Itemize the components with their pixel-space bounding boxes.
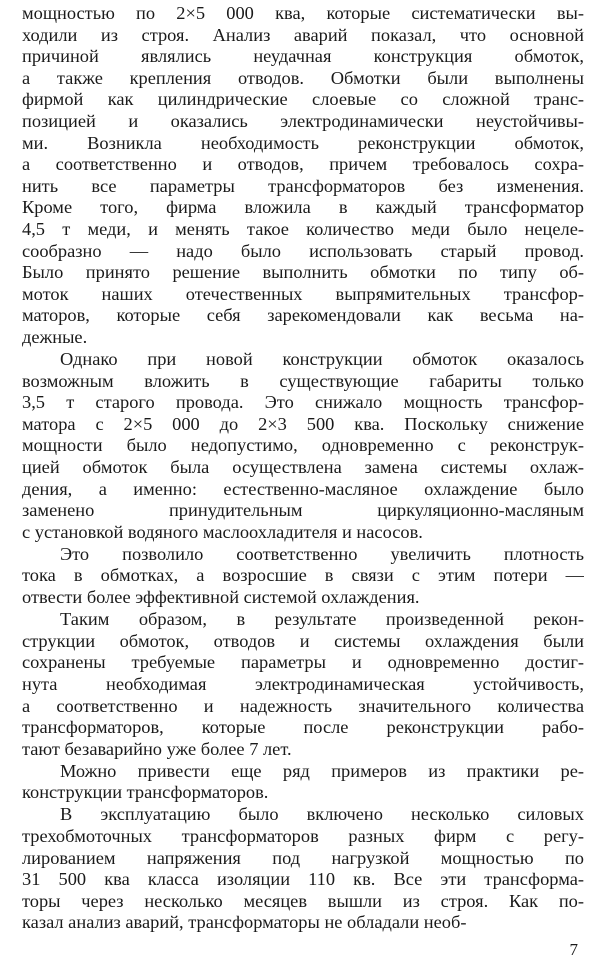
paragraph — [22, 609, 584, 760]
text-line: заменено принудительным циркуляционно-масляным — [22, 500, 584, 521]
text-line: сохранены требуемые параметры и одновременно достиг- — [22, 652, 584, 673]
text-line: а соответственно и надежность значительного количества — [22, 695, 584, 716]
text-line: торы через несколько месяцев вышли из строя. Как по- — [22, 890, 584, 911]
text-line: матора с 2×5 000 до 2×3 500 ква. Поскольку снижение — [22, 413, 584, 434]
text-line: причиной являлись неудачная конструкция обмоток, — [22, 46, 584, 67]
text-line: 4,5 т меди, и менять такое количество меди было нецеле- — [22, 218, 584, 239]
text-line: Однако при новой конструкции обмоток оказалось — [60, 349, 584, 369]
text-line: трансформаторов, которые после реконструкции рабо- — [22, 717, 584, 738]
text-line: Было принято решение выполнить обмотки по типу об- — [22, 262, 584, 283]
paragraph — [22, 804, 584, 934]
text-line: 3,5 т старого провода. Это снижало мощность трансфор- — [22, 392, 584, 413]
text-line: Можно привести еще ряд примеров из практики ре- — [60, 760, 584, 781]
text-line: мощности было недопустимо, одновременно с реконструк- — [22, 435, 584, 456]
text-line: конструкции трансформаторов. — [22, 782, 269, 803]
text-line: Таким образом, в результате произведенной рекон- — [60, 609, 584, 630]
text-line: дежные. — [22, 326, 88, 347]
text-line: с установкой водяного маслоохладителя и насосов. — [22, 521, 423, 542]
text-line: ходили из строя. Анализ аварий показал, что основной — [22, 24, 584, 45]
text-line: трехобмоточных трансформаторов разных фирм с регу- — [22, 826, 584, 847]
text-line: 31 500 ква класса изоляции 110 кв. Все эти трансформа- — [22, 869, 584, 890]
text-line: Кроме того, фирма вложила в каждый трансформатор — [22, 197, 584, 218]
text-line: возможным вложить в существующие габариты только — [22, 370, 584, 391]
book-page — [22, 3, 584, 968]
text-line: тока в обмотках, а возросшие в связи с этим потери — — [22, 565, 584, 586]
text-line: В эксплуатацию было включено несколько силовых — [60, 804, 584, 825]
text-line: цией обмоток была осуществлена замена системы охлаж- — [22, 456, 584, 477]
text-line: а соответственно и отводов, причем требовалось сохра- — [22, 154, 584, 175]
text-line: отвести более эффективной системой охлаждения. — [22, 587, 420, 608]
paragraph — [22, 761, 584, 804]
text-line: лированием напряжения под нагрузкой мощностью по — [22, 847, 584, 868]
text-line: струкции обмоток, отводов и системы охлаждения были — [22, 630, 584, 651]
text-line: нить все параметры трансформаторов без изменения. — [22, 175, 584, 196]
text-line: позицией и оказались электродинамически неустойчивы- — [22, 110, 584, 131]
text-line: дения, а именно: естественно-масляное охлаждение было — [22, 478, 584, 499]
paragraph — [22, 349, 584, 543]
text-line: маторов, которые себя зарекомендовали как весьма на- — [22, 305, 584, 326]
text-line: тают безаварийно уже более 7 лет. — [22, 738, 292, 759]
text-line: фирмой как цилиндрические слоевые со сложной транс- — [22, 89, 584, 110]
paragraph — [22, 544, 584, 609]
body-text — [22, 3, 584, 934]
text-line: мощностью по 2×5 000 ква, которые систематически вы- — [22, 3, 584, 23]
text-line: сообразно — надо было использовать старый провод. — [22, 240, 584, 261]
text-line: ми. Возникла необходимость реконструкции обмоток, — [22, 132, 584, 153]
text-line: моток наших отечественных выпрямительных трансфор- — [22, 283, 584, 304]
text-line: а также крепления отводов. Обмотки были выполнены — [22, 67, 584, 88]
text-line: казал анализ аварий, трансформаторы не обладали необ- — [22, 912, 467, 933]
paragraph — [22, 3, 584, 349]
page-number: 7 — [569, 940, 578, 959]
text-line: Это позволило соответственно увеличить плотность — [60, 543, 584, 564]
text-line: нута необходимая электродинамическая устойчивость, — [22, 673, 584, 694]
